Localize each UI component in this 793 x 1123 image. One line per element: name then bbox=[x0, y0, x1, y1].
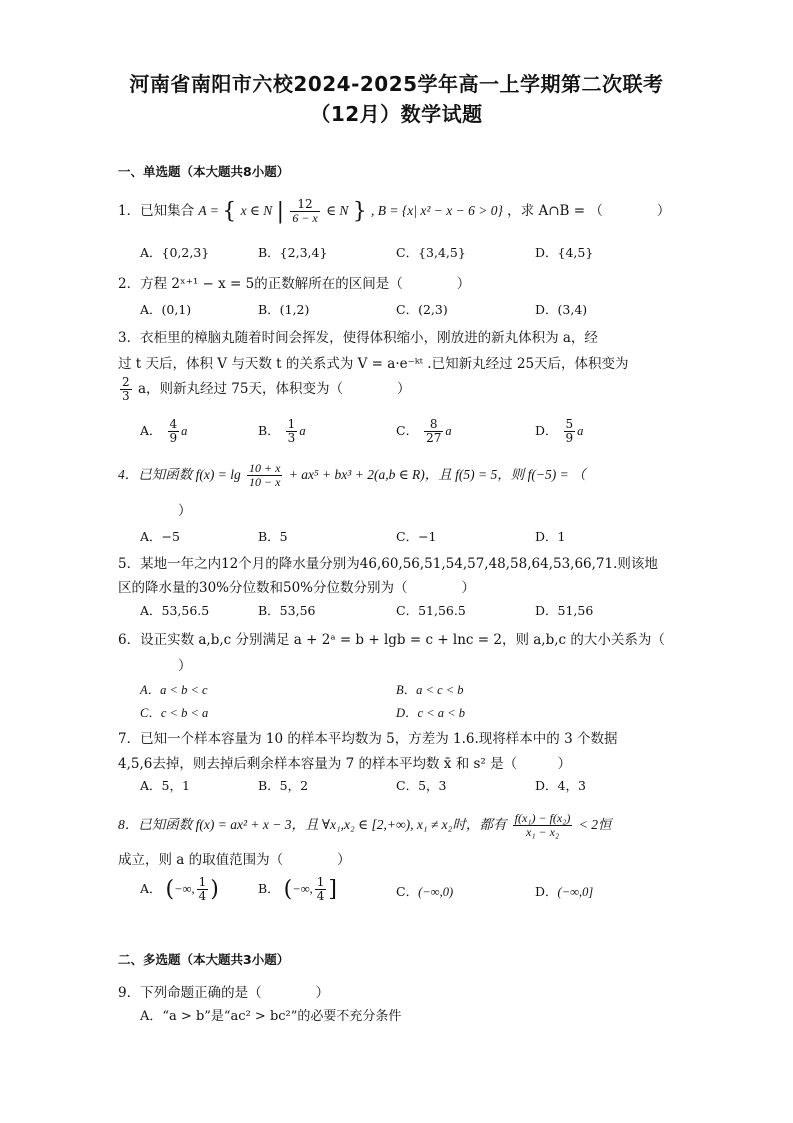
q3-option-b-tail: a bbox=[299, 424, 306, 438]
q4-prefix: 4．已知函数 f(x) = lg bbox=[118, 467, 241, 482]
q1-set-b: , B = {x| x² − x − 6 > 0} bbox=[371, 203, 503, 218]
question-1 bbox=[118, 198, 670, 225]
q8-option-b-open: ( bbox=[283, 877, 293, 902]
section-single-choice: 一、单选题（本大题共8小题） bbox=[118, 164, 290, 179]
question-4-line2: ） bbox=[178, 503, 192, 519]
q3-option-c[interactable] bbox=[396, 418, 452, 445]
q8-option-d-label: D． bbox=[535, 884, 558, 899]
q8-option-d-text: (−∞,0] bbox=[557, 885, 594, 899]
q8-option-c-text: (−∞,0) bbox=[418, 885, 454, 899]
question-5-line2: 区的降水量的30%分位数和50%分位数分别为（ ） bbox=[118, 580, 476, 596]
exam-title-line1: 河南省南阳市六校2024-2025学年高一上学期第二次联考 bbox=[129, 72, 664, 96]
q8-prefix: 8．已知函数 f(x) = ax² + x − 3，且 ∀x₁,x₂ ∈ [2,+∞), x₁ ≠ x₂时，都有 bbox=[118, 817, 507, 832]
question-9: 9．下列命题正确的是（ ） bbox=[118, 985, 330, 1001]
q8-option-c[interactable] bbox=[396, 882, 453, 900]
q9-option-a[interactable]: A．“a > b”是“ac² > bc²”的必要不充分条件 bbox=[140, 1009, 402, 1024]
q5-option-b[interactable]: B．53,56 bbox=[258, 603, 316, 618]
question-4 bbox=[118, 462, 586, 489]
q4-option-b[interactable]: B．5 bbox=[258, 529, 288, 544]
q3-option-c-fraction bbox=[424, 418, 443, 445]
q3-option-a-label: A． bbox=[140, 423, 162, 438]
q3-option-c-tail: a bbox=[445, 424, 452, 438]
q5-option-a[interactable]: A．53,56.5 bbox=[140, 603, 210, 618]
q1-brace-close: } bbox=[352, 199, 367, 224]
q7-option-c[interactable]: C．5，3 bbox=[396, 778, 447, 793]
q1-frac-num: 12 bbox=[290, 198, 319, 212]
q8-suffix: < 2恒 bbox=[578, 817, 612, 832]
q8-frac-num: f(x₁) − f(x₂) bbox=[514, 811, 571, 825]
q7-option-d[interactable]: D．4，3 bbox=[535, 778, 586, 793]
q3-option-d-label: D． bbox=[535, 423, 558, 438]
q8-option-b-num: 1 bbox=[316, 875, 325, 889]
q8-option-a-num: 1 bbox=[198, 875, 207, 889]
q1-option-c[interactable]: C．{3,4,5} bbox=[396, 245, 466, 260]
q1-brace-open: { bbox=[222, 199, 237, 224]
q8-option-b-head: −∞, bbox=[292, 882, 313, 896]
q8-option-b-close: ] bbox=[328, 877, 337, 902]
question-6-line2: ） bbox=[178, 658, 192, 674]
q3-option-a-den: 9 bbox=[169, 431, 178, 445]
q3-option-b-fraction bbox=[286, 418, 298, 445]
q8-option-b-label: B． bbox=[258, 881, 280, 896]
q4-option-c[interactable]: C．−1 bbox=[396, 529, 437, 544]
q8-option-a-fraction bbox=[197, 876, 209, 903]
q8-option-b[interactable] bbox=[258, 876, 337, 903]
question-7-line1: 7．已知一个样本容量为 10 的样本平均数为 5，方差为 1.6.现将样本中的 3 个数据 bbox=[118, 731, 618, 747]
q5-option-c[interactable]: C．51,56.5 bbox=[396, 603, 466, 618]
q2-option-b[interactable]: B．(1,2) bbox=[258, 302, 310, 317]
q1-option-a[interactable]: A．{0,2,3} bbox=[140, 245, 210, 260]
q1-option-b[interactable]: B．{2,3,4} bbox=[258, 245, 328, 260]
q3-option-b-label: B． bbox=[258, 423, 280, 438]
q1-set-a-x: x ∈ N bbox=[240, 203, 273, 218]
q8-option-d[interactable] bbox=[535, 882, 593, 900]
q3-option-a-num: 4 bbox=[169, 417, 178, 431]
q3-option-b[interactable] bbox=[258, 418, 306, 445]
q3-frac-den: 3 bbox=[122, 389, 130, 403]
q2-option-a[interactable]: A．(0,1) bbox=[140, 302, 192, 317]
q8-option-a-open: ( bbox=[165, 877, 175, 902]
q3-option-c-num: 8 bbox=[424, 418, 443, 432]
q3-option-d-fraction bbox=[564, 418, 576, 445]
q8-option-a-close: ) bbox=[210, 877, 219, 902]
q3-option-a-fraction bbox=[168, 418, 180, 445]
question-2: 2．方程 2ˣ⁺¹ − x = 5的正数解所在的区间是（ ） bbox=[118, 276, 471, 292]
question-8 bbox=[118, 812, 611, 839]
question-6-line1: 6．设正实数 a,b,c 分别满足 a + 2ᵃ = b + lgb = c + lnc = 2，则 a,b,c 的大小关系为（ bbox=[118, 632, 665, 648]
q8-frac-den: x₁ − x₂ bbox=[526, 825, 560, 839]
q1-set-a-right: ∈ N bbox=[326, 203, 349, 218]
section-multiple-choice: 二、多选题（本大题共3小题） bbox=[118, 952, 290, 967]
q3-option-a[interactable] bbox=[140, 418, 187, 445]
q6-option-a[interactable]: A．a < b < c bbox=[140, 683, 208, 697]
q1-prefix: 1．已知集合 bbox=[118, 203, 195, 219]
q1-set-a-left: A = bbox=[198, 203, 223, 218]
q3-option-b-den: 3 bbox=[287, 431, 296, 445]
q6-option-c[interactable]: C．c < b < a bbox=[140, 706, 209, 720]
q3-option-d[interactable] bbox=[535, 418, 583, 445]
q7-option-a[interactable]: A．5，1 bbox=[140, 778, 190, 793]
question-3-line3 bbox=[118, 376, 410, 403]
q4-option-a[interactable]: A．−5 bbox=[140, 529, 180, 544]
q4-fraction bbox=[247, 462, 282, 489]
question-7-line2: 4,5,6去掉，则去掉后剩余样本容量为 7 的样本平均数 x̄ 和 s² 是（ ） bbox=[118, 756, 572, 772]
q8-option-b-fraction bbox=[315, 876, 327, 903]
q1-suffix: ，求 A∩B = （ ） bbox=[507, 203, 671, 219]
q3-line3-text: a，则新丸经过 75天，体积变为（ ） bbox=[137, 381, 411, 397]
q8-fraction bbox=[513, 812, 573, 839]
q4-frac-num: 10 + x bbox=[249, 461, 281, 475]
q3-option-d-tail: a bbox=[577, 424, 584, 438]
q3-option-a-tail: a bbox=[181, 424, 188, 438]
question-8-line2: 成立，则 a 的取值范围为（ ） bbox=[118, 852, 351, 868]
q1-frac-den: 6 − x bbox=[292, 211, 318, 225]
q2-option-c[interactable]: C．(2,3) bbox=[396, 302, 448, 317]
q3-option-c-label: C． bbox=[396, 423, 419, 438]
q3-option-d-den: 9 bbox=[565, 431, 574, 445]
q3-option-b-num: 1 bbox=[287, 417, 296, 431]
q4-option-d[interactable]: D．1 bbox=[535, 529, 566, 544]
exam-title-line2: （12月）数学试题 bbox=[310, 102, 483, 126]
q7-option-b[interactable]: B．5，2 bbox=[258, 778, 309, 793]
q3-fraction bbox=[120, 376, 132, 403]
q1-fraction bbox=[290, 198, 319, 225]
q8-option-a[interactable] bbox=[140, 876, 219, 903]
q3-option-d-num: 5 bbox=[565, 417, 574, 431]
q3-frac-num: 2 bbox=[122, 375, 130, 389]
question-3-line1: 3．衣柜里的樟脑丸随着时间会挥发，使得体积缩小，刚放进的新丸体积为 a，经 bbox=[118, 330, 598, 346]
q3-option-c-den: 27 bbox=[426, 431, 442, 445]
question-5-line1: 5．某地一年之内12个月的降水量分别为46,60,56,51,54,57,48,58,64,53,66,71.则该地 bbox=[118, 556, 658, 572]
q6-option-d[interactable]: D．c < a < b bbox=[396, 706, 465, 720]
q2-option-d[interactable]: D．(3,4) bbox=[535, 302, 588, 317]
q8-option-c-label: C． bbox=[396, 884, 419, 899]
q8-option-a-label: A． bbox=[140, 881, 162, 896]
q4-suffix: + ax⁵ + bx³ + 2(a,b ∈ R)，且 f(5) = 5，则 f(−5) = （ bbox=[288, 467, 586, 482]
q5-option-d[interactable]: D．51,56 bbox=[535, 603, 594, 618]
q6-option-b[interactable]: B．a < c < b bbox=[396, 683, 464, 697]
q8-option-a-head: −∞, bbox=[174, 882, 195, 896]
q1-option-d[interactable]: D．{4,5} bbox=[535, 245, 594, 260]
q8-option-a-den: 4 bbox=[198, 889, 207, 903]
q8-option-b-den: 4 bbox=[316, 889, 325, 903]
q1-bar: | bbox=[276, 199, 285, 224]
question-3-line2: 过 t 天后，体积 V 与天数 t 的关系式为 V = a·e⁻ᵏᵗ .已知新丸经过 25天后，体积变为 bbox=[118, 356, 629, 372]
q4-frac-den: 10 − x bbox=[249, 475, 281, 489]
